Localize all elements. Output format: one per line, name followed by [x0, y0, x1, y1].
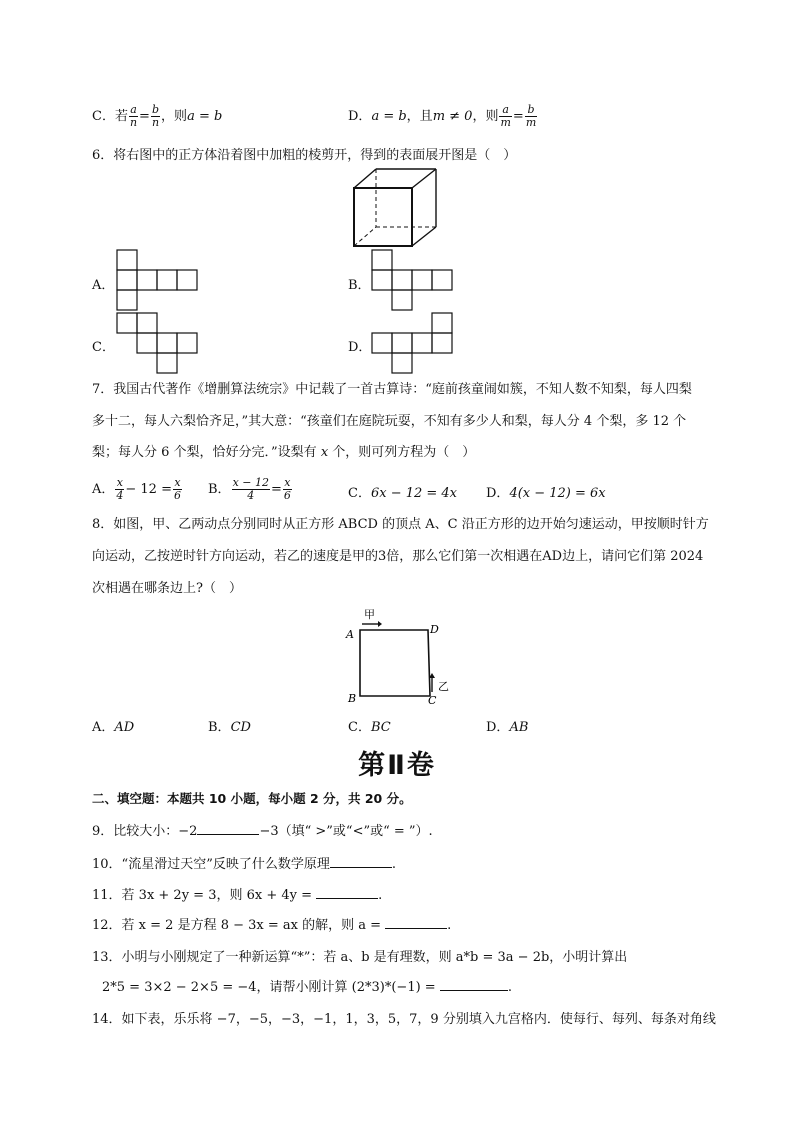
q8-option-c[interactable]: C．BC — [348, 720, 391, 735]
q8-label-b: B — [348, 692, 357, 705]
q8-label-a: A — [346, 628, 354, 641]
section-title: 第Ⅱ卷 — [358, 750, 436, 781]
q8-label-jia: 甲 — [364, 608, 375, 621]
q6-net-b[interactable] — [372, 250, 458, 312]
q5-option-d[interactable]: D．a = b，且m ≠ 0，则 $\frac{a}{m}$ = $\frac{b}{m}$ — [348, 103, 537, 129]
q7-stem-line1: 7．我国古代著作《增删算法统宗》中记载了一首古算诗：“庭前孩童闹如簇，不知人数不知梨，每人四梨 — [92, 382, 692, 397]
q9: 9．比较大小：−2 −3（填“ >”或“<”或“ = ”）. — [92, 824, 433, 839]
q7-option-b[interactable]: B． $\frac{x - 12}{4}$ = $\frac{x}{6}$ — [208, 476, 291, 502]
q11-answer-blank[interactable] — [316, 886, 378, 899]
q7-option-c[interactable]: C．6x − 12 = 4x — [348, 486, 458, 501]
q5-d-fraction-1: $\frac{a}{m}$ — [500, 103, 511, 129]
cube-figure — [350, 166, 442, 250]
q5-c-fraction-1: $\frac{a}{n}$ — [129, 103, 138, 129]
q8-label-d: D — [430, 623, 439, 636]
q6-net-d[interactable] — [372, 313, 458, 375]
q8-stem-line3: 次相遇在哪条边上?（ ） — [92, 581, 242, 596]
q6-option-c-label[interactable]: C． — [92, 340, 115, 355]
q8-stem-line1: 8．如图，甲、乙两动点分别同时从正方形 ABCD 的顶点 A、C 沿正方形的边开始匀速运动，甲按顺时针方 — [92, 517, 709, 532]
q8-square-figure — [342, 606, 462, 710]
q5-option-c-label: C．若 — [92, 109, 128, 124]
q5-c-fraction-2: $\frac{b}{n}$ — [151, 103, 160, 129]
q6-stem: 6．将右图中的正方体沿着图中加粗的棱剪开，得到的表面展开图是（ ） — [92, 148, 517, 163]
q5-d-fraction-2: $\frac{b}{m}$ — [525, 103, 537, 129]
q13-line2: 2*5 = 3×2 − 2×5 = −4，请帮小刚计算 (2*3)*(−1) = . — [102, 980, 512, 995]
q10: 10．“流星滑过天空”反映了什么数学原理 . — [92, 857, 396, 872]
q13-line1: 13．小明与小刚规定了一种新运算“*”：若 a、b 是有理数，则 a*b = 3a − 2b，小明计算出 — [92, 950, 628, 965]
q8-option-d[interactable]: D．AB — [486, 720, 529, 735]
q6-net-a[interactable] — [117, 250, 199, 312]
q6-net-c[interactable] — [117, 313, 199, 375]
q6-option-d-label[interactable]: D． — [348, 340, 372, 355]
q7-stem-line2: 多十二，每人六梨恰齐足，”其大意：“孩童们在庭院玩耍，不知有多少人和梨，每人分 4 个梨，多 12 个 — [92, 414, 687, 429]
section-header: 二、填空题：本题共 10 小题，每小题 2 分，共 20 分。 — [92, 791, 412, 806]
q7-option-a[interactable]: A． $\frac{x}{4}$ − 12 = $\frac{x}{6}$ — [92, 476, 181, 502]
q14-line1: 14．如下表，乐乐将 −7，−5，−3，−1，1，3，5，7，9 分别填入九宫格内．使每行、每列、每条对角线 — [92, 1012, 716, 1027]
q13-answer-blank[interactable] — [440, 978, 508, 991]
q12: 12．若 x = 2 是方程 8 − 3x = ax 的解，则 a = . — [92, 918, 452, 933]
q11: 11．若 3x + 2y = 3，则 6x + 4y = . — [92, 888, 383, 903]
q8-option-b[interactable]: B．CD — [208, 720, 251, 735]
q8-option-a[interactable]: A．AD — [92, 720, 135, 735]
q6-option-b-label[interactable]: B． — [348, 278, 371, 293]
q6-option-a-label[interactable]: A． — [92, 278, 115, 293]
q7-option-d[interactable]: D．4(x − 12) = 6x — [486, 486, 606, 501]
q5-option-c[interactable]: C．若 $\frac{a}{n}$ = $\frac{b}{n}$ ，则a = b — [92, 103, 223, 129]
q8-label-c: C — [428, 694, 437, 707]
q8-label-yi: 乙 — [438, 680, 449, 693]
q7-stem-line3: 梨；每人分 6 个梨，恰好分完．”设梨有 x 个，则可列方程为（ ） — [92, 445, 476, 460]
q9-answer-blank[interactable] — [197, 822, 259, 835]
q8-stem-line2: 向运动，乙按逆时针方向运动，若乙的速度是甲的3倍，那么它们第一次相遇在AD边上，请问它们第 2024 — [92, 549, 704, 564]
q10-answer-blank[interactable] — [330, 855, 392, 868]
q12-answer-blank[interactable] — [385, 916, 447, 929]
